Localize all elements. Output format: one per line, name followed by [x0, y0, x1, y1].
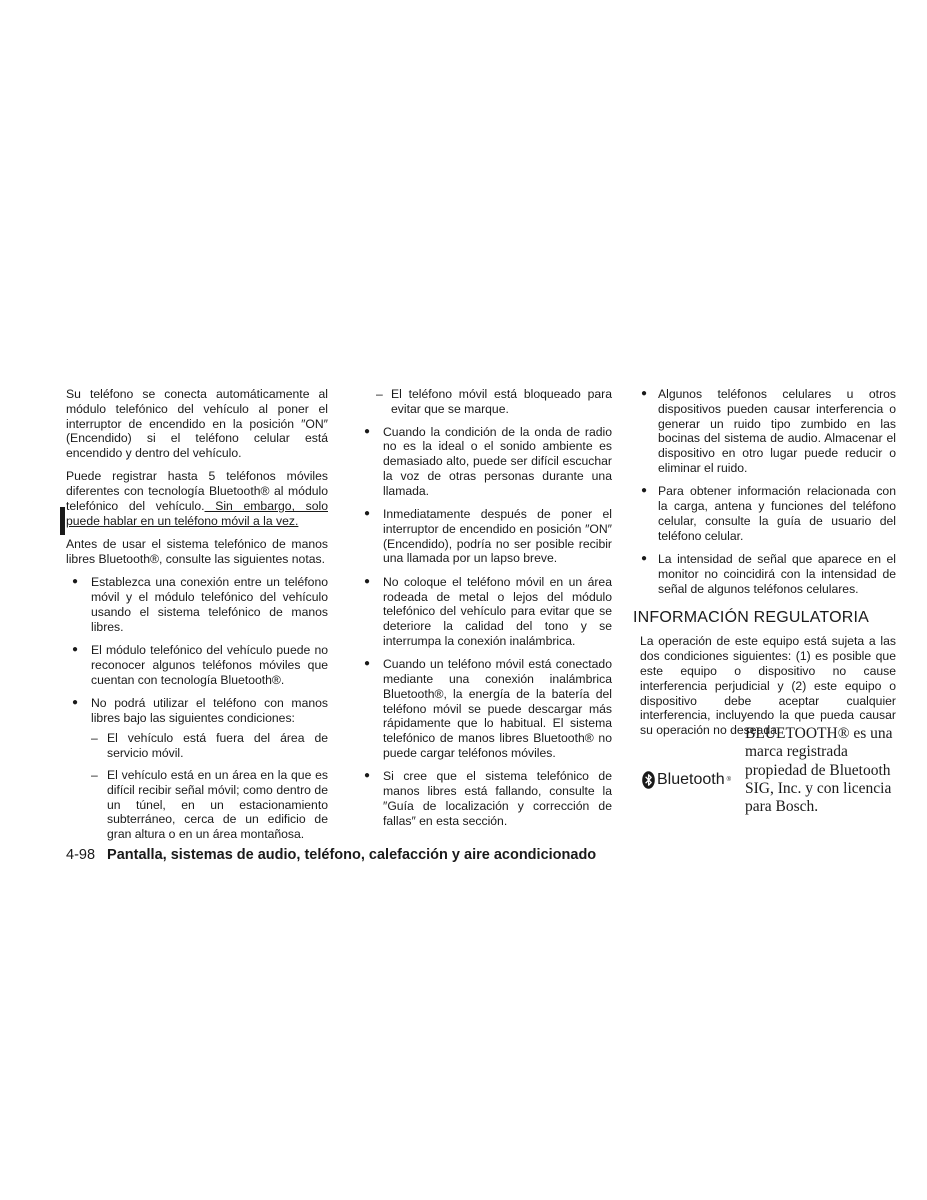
trademark-notice: BLUETOOTH® es una marca registrada propiedad de Bluetooth SIG, Inc. y con licencia para Bosch. [745, 725, 893, 816]
bluetooth-logo [642, 770, 731, 790]
conditions-list-continued [358, 387, 612, 417]
list-item: ● Inmediatamente después de poner el interruptor de encendido en posición ″ON″ (Encendido), podría no ser posible recibir una llamada por un lapso breve. [358, 507, 612, 566]
column-left [66, 387, 328, 851]
list-item: ● Establezca una conexión entre un teléfono móvil y el módulo telefónico del vehículo usando el sistema telefónico de manos libres. [66, 575, 328, 634]
notes-list-right [640, 387, 896, 596]
list-item: ● Si cree que el sistema telefónico de manos libres está fallando, consulte la ″Guía de localización y corrección de fallas″ en esta sección. [358, 769, 612, 828]
list-item [66, 696, 328, 842]
column-right [633, 387, 896, 746]
register-phones-text: Puede registrar hasta 5 teléfonos móviles diferentes con tecnología Bluetooth® al módulo telefónico del vehículo. [66, 469, 328, 514]
page-number: 4-98 [66, 847, 96, 863]
registered-mark: ® [726, 777, 732, 783]
sub-list-item: – El teléfono móvil está bloqueado para evitar que se marque. [358, 387, 612, 417]
list-item: ● Para obtener información relacionada con la carga, antena y funciones del teléfono celular, consulte la guía de usuario del teléfono celular. [640, 484, 896, 543]
register-phones-underlined: Sin embargo, solo puede hablar en un teléfono móvil a la vez. [66, 499, 328, 528]
list-item-text: No podrá utilizar el teléfono con manos libres bajo las siguientes condiciones: [91, 695, 328, 725]
paragraph-notes-intro: Antes de usar el sistema telefónico de manos libres Bluetooth®, consulte las siguientes notas. [66, 537, 328, 566]
conditions-list [91, 731, 328, 842]
list-item: ● El módulo telefónico del vehículo puede no reconocer algunos teléfonos móviles que cuentan con tecnología Bluetooth®. [66, 643, 328, 687]
paragraph-register-phones [66, 469, 328, 528]
list-item: ● La intensidad de señal que aparece en el monitor no coincidirá con la intensidad de señal de algunos teléfonos celulares. [640, 552, 896, 596]
list-item: ● Cuando un teléfono móvil está conectado mediante una conexión inalámbrica Bluetooth®, la energía de la batería del teléfono móvil se puede descargar más rápidamente que lo habitual. El sistema telefónico de manos libres Bluetooth® no puede cargar teléfonos móviles. [358, 657, 612, 761]
sub-list-item: – El vehículo está fuera del área de servicio móvil. [91, 731, 328, 761]
list-item: ● Algunos teléfonos celulares u otros dispositivos pueden causar interferencia o generar un ruido tipo zumbido en las bocinas del sistema de audio. Almacenar el dispositivo en otro lugar puede reducir o eliminar el ruido. [640, 387, 896, 476]
revision-change-bar [60, 507, 65, 535]
regulatory-paragraph: La operación de este equipo está sujeta a las dos condiciones siguientes: (1) es posible que este equipo o dispositivo no cause interferencia perjudicial y (2) este equipo o dispositivo debe aceptar cualquier interferencia, incluyendo la que pueda causar su operación no deseada. [640, 634, 896, 738]
notes-list [66, 575, 328, 842]
list-item: ● No coloque el teléfono móvil en un área rodeada de metal o lejos del módulo telefónico del vehículo para evitar que se deteriore la calidad del tono y se interrumpa la conexión inalámbrica. [358, 575, 612, 649]
paragraph-auto-connect: Su teléfono se conecta automáticamente al módulo telefónico del vehículo al poner el interruptor de encendido en la posición ″ON″ (Encendido) si el teléfono celular está encendido y dentro del vehículo. [66, 387, 328, 461]
column-middle [358, 387, 612, 837]
bluetooth-icon [642, 771, 655, 789]
chapter-title: Pantalla, sistemas de audio, teléfono, calefacción y aire acondicionado [107, 847, 597, 863]
bluetooth-logo-text: Bluetooth [657, 771, 725, 788]
section-heading: INFORMACIÓN REGULATORIA [633, 609, 870, 627]
notes-list-continued [358, 425, 612, 829]
sub-list-item: – El vehículo está en un área en la que es difícil recibir señal móvil; como dentro de un túnel, en un estacionamiento subterráneo, cerca de un edificio de gran altura o en un área montañosa. [91, 768, 328, 842]
list-item: ● Cuando la condición de la onda de radio no es la ideal o el sonido ambiente es demasiado alto, puede ser difícil escuchar la voz de otras personas durante una llamada. [358, 425, 612, 499]
page-footer [66, 847, 596, 863]
